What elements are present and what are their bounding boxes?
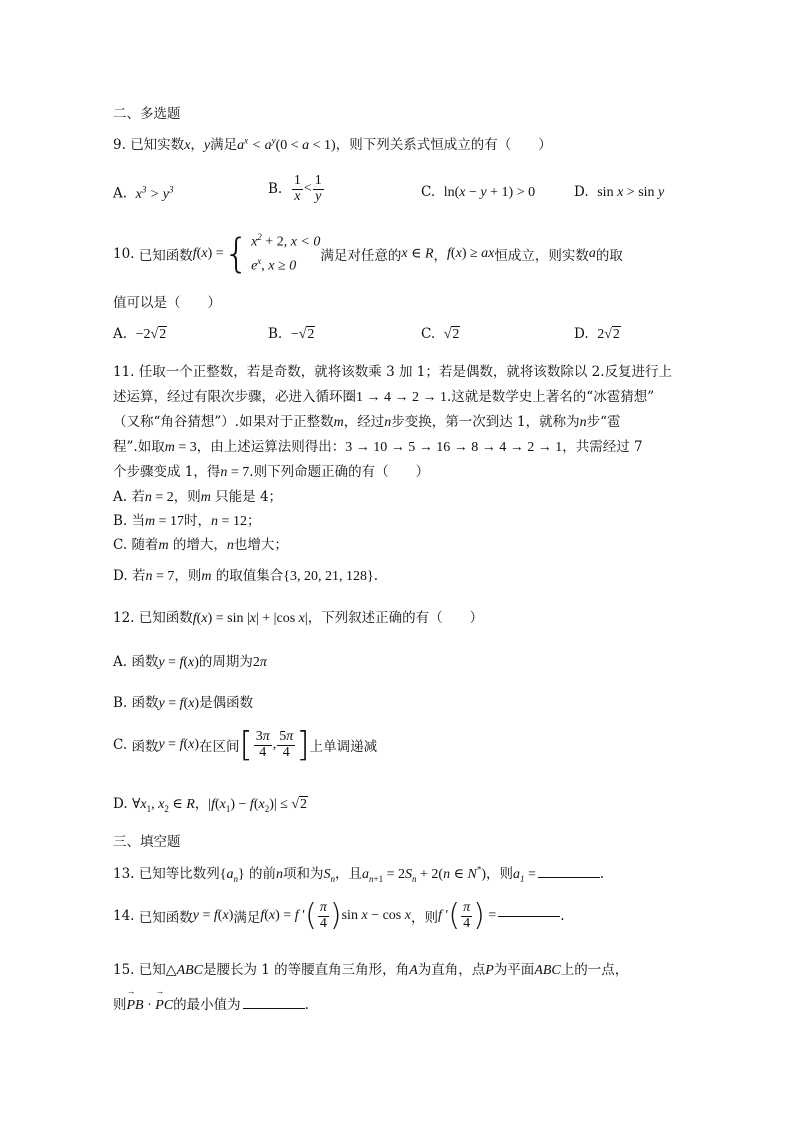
option-label: A. — [113, 185, 128, 202]
option-label: D. — [574, 326, 589, 342]
question-13: 13. 已知等比数列$\{a_n\}$ 的前n项和为$S_n$，且$a_{n+1} = 2S_n + 2(n$ ∈ N*)，则$a_1$ = . — [113, 864, 605, 884]
math-condition: $a^x < a^y$ — [237, 135, 276, 153]
question-11-line4: 程”.如取m = 3，由上述运算法则得出：3 → 10 → 5 → 16 → 8 → 4 → 2 → 1，共需经过 7 — [113, 439, 643, 455]
fraction-1-over-x: $\frac{1}{x}$ — [293, 173, 301, 204]
option-text: ，则 — [173, 489, 201, 505]
q10-option-a[interactable] — [113, 326, 167, 343]
option-text: 当 — [131, 513, 146, 529]
math-expr: 2√2 — [597, 327, 620, 342]
q12-option-b[interactable]: B. 函数y = f(x)是偶函数 — [113, 695, 254, 711]
q15-text: 则 — [113, 997, 127, 1013]
q11-text: 步“雹 — [586, 414, 621, 430]
math-expr: ln(x − y + 1) > 0 — [443, 185, 536, 200]
math-y: y — [203, 138, 211, 153]
q15-text: 上的一点， — [560, 962, 629, 978]
fraction-pi-4: $\frac{\pi}{4}$ — [463, 900, 471, 931]
math-fx: f — [192, 246, 197, 262]
option-label: A. — [113, 654, 128, 670]
q11-text: 程”.如取 — [113, 439, 165, 455]
answer-blank[interactable] — [498, 916, 560, 917]
vector-pc: → PC — [155, 998, 173, 1014]
q10-option-c[interactable] — [421, 326, 460, 343]
answer-blank[interactable] — [243, 1008, 305, 1009]
option-text: 随着 — [131, 537, 159, 553]
option-label: A. — [113, 489, 128, 505]
option-text: ； — [246, 513, 261, 529]
question-15-line1: 15. 已知△ABC是腰长为 1 的等腰直角三角形，角A为直角，点P为平面ABC上的一点， — [113, 962, 629, 978]
right-bracket: ] — [296, 725, 310, 765]
q15-text: 为直角，点 — [417, 962, 486, 978]
math-range: (0 < a < 1) — [275, 138, 336, 153]
option-label: C. — [421, 184, 436, 200]
q11-text: ，共需经过 7 — [562, 439, 643, 455]
q14-number: 14. — [113, 908, 135, 925]
q11-text: ，由上述运算法则得出： — [196, 439, 346, 455]
answer-blank[interactable] — [538, 877, 600, 878]
option-label: C. — [113, 537, 128, 553]
q11-text: 个步骤变成 1，得 — [113, 464, 221, 480]
q9-option-d[interactable] — [574, 184, 664, 201]
option-text: 函数 — [131, 654, 159, 670]
q11-text: 任取一个正整数，若是奇数，就将该数乘 3 加 1；若是偶数，就将该数除以 2.反复进行上 — [138, 364, 673, 380]
q12-text: ，下列叙述正确的有（ ） — [307, 610, 484, 626]
option-text: 函数 — [131, 695, 159, 711]
q9-text-d: ，则下列关系式恒成立的有（ ） — [335, 137, 552, 153]
q15-text: 的最小值为 — [173, 997, 241, 1013]
option-label: A. — [113, 326, 128, 342]
option-label: B. — [268, 181, 283, 198]
math-sequence: 3 → 10 → 5 → 16 → 8 → 4 → 2 → 1 — [345, 440, 563, 455]
option-text: 若 — [131, 489, 145, 505]
q15-text: . — [304, 997, 309, 1013]
q15-text: 已知 — [138, 962, 166, 978]
option-label: D. — [574, 184, 589, 200]
q14-text: 已知函数 — [138, 910, 193, 927]
q9-text-c: 满足 — [210, 137, 238, 153]
q14-text: ，则 — [410, 910, 438, 927]
option-label: D. — [113, 568, 128, 584]
option-text: 只能是 4； — [215, 489, 283, 505]
question-11-line2 — [113, 385, 654, 406]
math-expr: −√2 — [290, 327, 315, 342]
question-11-line3: （又称“角谷猜想”）.如果对于正整数m，经过n步变换，第一次到达 1，就称为n步“雹 — [113, 414, 621, 430]
q14-text: . — [560, 908, 565, 925]
q9-text-a: 已知实数 — [130, 137, 185, 153]
option-label: B. — [113, 513, 128, 529]
q10-option-b[interactable] — [268, 326, 315, 343]
q9-option-a[interactable] — [113, 184, 174, 203]
q13-number: 13. — [113, 866, 135, 882]
piecewise-function: { $x^2 + 2$, x < 0 $e^x$, x ≥ 0 — [223, 231, 321, 278]
q9-option-b[interactable]: B. $\frac{1}{x}$ < $\frac{1}{y}$ — [268, 173, 322, 204]
option-text: 若 — [131, 568, 146, 584]
q11-text: ，经过 — [343, 414, 385, 430]
q11-option-c[interactable]: C. 随着m 的增大，n也增大； — [113, 537, 288, 553]
q13-text: 的前 — [249, 866, 277, 882]
question-15-line2: 则→ PB · → PC的最小值为 . — [113, 993, 309, 1014]
vector-pb: → PB — [127, 998, 144, 1014]
q9-option-c[interactable] — [421, 184, 535, 201]
q12-option-a[interactable]: A. 函数y = f(x)的周期为2π — [113, 654, 267, 670]
q14-text: 满足 — [233, 910, 261, 927]
question-10-stem: 10. 已知函数f(x) = { $x^2 + 2$, x < 0 $e^x$, x ≥ 0 满足对任意的x ∈ R，f(x) ≥ ax恒成立，则实数a的取 — [113, 231, 623, 278]
q10-text-c: ， — [433, 248, 448, 265]
section-title-fill-in: 三、填空题 — [113, 834, 181, 850]
q12-option-c[interactable]: C. 函数y = f(x)在区间[ $\frac{3\pi}{4}$ , $\frac{5\pi}{4}$ ]上单调递减 — [113, 725, 378, 765]
q11-text: 步变换，第一次到达 1，就称为 — [391, 414, 580, 430]
option-text: . — [373, 568, 379, 584]
option-text: 函数 — [131, 739, 159, 755]
q13-text: 项和为 — [283, 866, 324, 882]
q15-number: 15. — [113, 962, 135, 978]
question-9-stem — [113, 133, 552, 154]
math-x: x — [184, 138, 191, 153]
q10-option-d[interactable] — [574, 326, 621, 343]
q11-option-a[interactable]: A. 若n = 2，则m 只能是 4； — [113, 489, 283, 505]
option-text: ， — [194, 796, 209, 812]
q10-number: 10. — [113, 246, 135, 263]
q12-text: 已知函数 — [138, 610, 193, 626]
q9-number: 9. — [113, 137, 126, 153]
question-11-line1 — [113, 360, 672, 380]
q10-line2: 值可以是（ ） — [113, 295, 221, 311]
q11-text: （又称“角谷猜想”）.如果对于正整数 — [113, 414, 334, 430]
option-text: 是偶函数 — [199, 695, 254, 711]
option-label: C. — [113, 737, 128, 753]
option-label: B. — [113, 695, 128, 711]
question-12-stem: 12. 已知函数f(x) = sin |x| + |cos x|，下列叙述正确的有（ ） — [113, 610, 484, 626]
math-expr: sin x > sin y — [597, 185, 665, 200]
q15-text: 是腰长为 1 的等腰直角三角形，角 — [203, 962, 410, 978]
math-expr: −2√2 — [135, 327, 167, 342]
q13-text: . — [599, 866, 605, 882]
q9-text-b: ， — [190, 137, 204, 153]
q15-text: 为平面 — [493, 962, 535, 978]
fraction-5pi-4: $\frac{5\pi}{4}$ — [279, 728, 294, 760]
q12-number: 12. — [113, 610, 135, 626]
section-title-multiple-choice: 二、多选题 — [113, 106, 181, 122]
question-11-line5: 个步骤变成 1，得n = 7.则下列命题正确的有（ ） — [113, 464, 430, 480]
q13-text: ，则 — [485, 866, 513, 882]
q11-text: .这就是数学史上著名的“冰雹猜想” — [447, 389, 655, 405]
option-text: 时， — [184, 513, 212, 529]
q11-option-b[interactable]: B. 当m = 17时，n = 12； — [113, 513, 261, 529]
option-label: B. — [268, 326, 283, 342]
option-text: 的取值集合 — [215, 568, 284, 584]
option-text: ，则 — [174, 568, 202, 584]
math-set: {3, 20, 21, 128} — [283, 569, 374, 584]
q11-text: .则下列命题正确的有（ ） — [249, 464, 430, 480]
option-text: 在区间 — [199, 739, 240, 755]
fraction-pi-4: $\frac{\pi}{4}$ — [319, 900, 327, 931]
math-cycle: 1 → 4 → 2 → 1 — [356, 390, 447, 405]
fraction-3pi-4: $\frac{3\pi}{4}$ — [255, 728, 270, 760]
q10-text-b: 满足对任意的 — [320, 248, 402, 265]
q10-text-d: 恒成立，则实数 — [494, 248, 589, 265]
q13-text: ，且 — [335, 866, 363, 882]
math-expr: √2 — [443, 327, 460, 342]
q11-text: 述运算，经过有限次步骤，必进入循环圈 — [113, 389, 356, 405]
math-expr: $x^3 > y^3$ — [135, 184, 174, 202]
question-14: 14. 已知函数y = f(x)满足f(x) = f ′( $\frac{\pi}{4}$ )sin x − cos x，则f ′( $\frac{\pi}{4}$ ) = . — [113, 898, 565, 934]
q10-text-a: 已知函数 — [138, 248, 193, 265]
option-text: 上单调递减 — [309, 739, 378, 755]
option-text: 的增大， — [172, 537, 227, 553]
math-inequality: $|f(x_1) - f(x_2)| \le √2$ — [208, 797, 308, 814]
option-label: D. — [113, 796, 128, 812]
q13-text: 已知等比数列 — [138, 866, 220, 882]
option-text: 的周期为 — [198, 654, 253, 670]
left-bracket: [ — [239, 725, 253, 765]
option-text: 也增大； — [233, 537, 288, 553]
option-label: C. — [421, 326, 436, 342]
q11-option-d[interactable]: D. 若n = 7，则m 的取值集合{3, 20, 21, 128}. — [113, 568, 379, 584]
fraction-1-over-y: $\frac{1}{y}$ — [314, 173, 322, 204]
q11-number: 11. — [113, 364, 135, 380]
q12-option-d[interactable]: D. $\forall x_1$, $x_2$ ∈ R，$|f(x_1) - f(x_2)| \le √2$ — [113, 796, 308, 814]
q10-text-e: 的取 — [595, 248, 623, 265]
